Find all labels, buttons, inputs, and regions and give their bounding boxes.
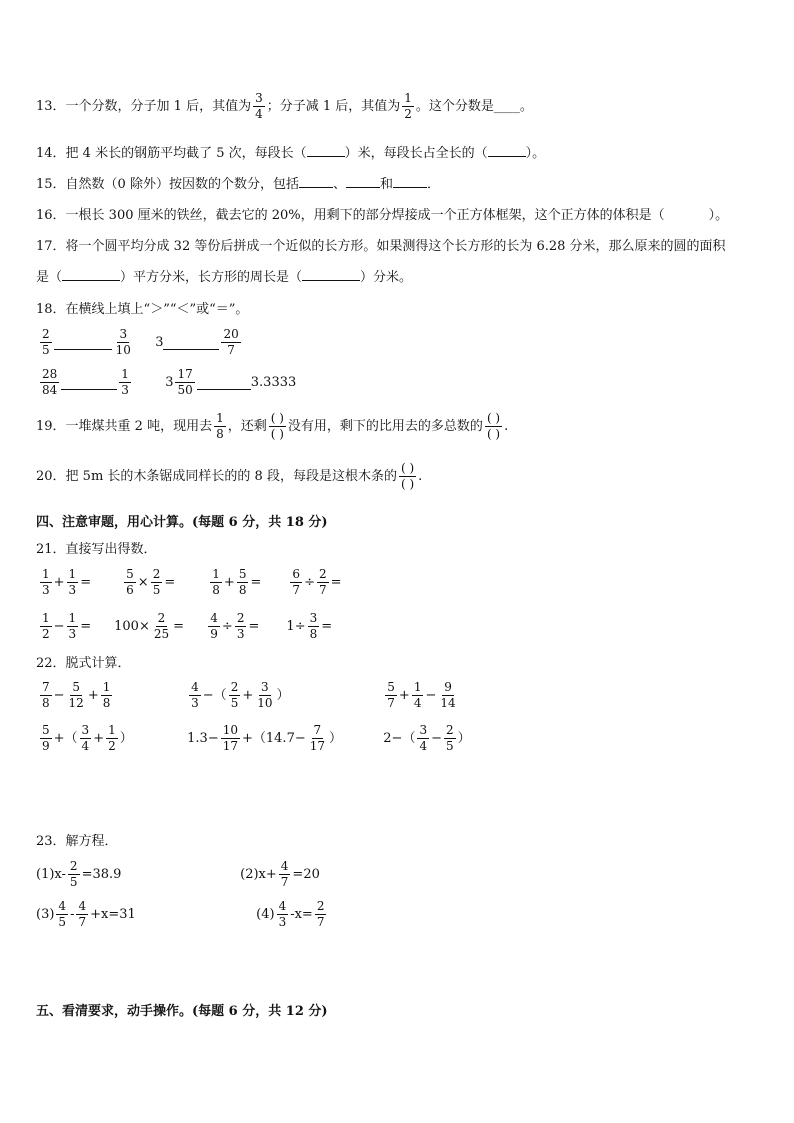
answer-fraction-blank[interactable]: $\frac{( )}{( )}$ — [270, 411, 284, 442]
mixed-number: 3 $\frac{17}{50}$ — [165, 367, 193, 398]
fraction: $\frac{3}{4}$ — [255, 91, 263, 122]
q22-row2: $\frac{5}{9}$ +（ $\frac{3}{4}$ + $\frac{1}{2}$ ） 1.3− $\frac{10}{17}$ +（14.7− $\frac{7}{17}$ ） 2−（ $\frac{3}{4}$ − $\frac{2}{5}$ ） — [42, 723, 471, 754]
compare-blank[interactable] — [54, 349, 112, 350]
q22-title: 22．脱式计算． — [36, 656, 131, 671]
compare-blank[interactable] — [163, 349, 219, 350]
answer-blank[interactable] — [299, 187, 333, 188]
q17-line1: 17．将一个圆平均分成 32 等份后拼成一个近似的长方形。如果测得这个长方形的长为 6.28 分米，那么原来的圆的面积 — [36, 239, 726, 254]
q23-row2: (3) $\frac{4}{5}$ - $\frac{4}{7}$ +x=31 (4) $\frac{4}{3}$ -x= $\frac{2}{7}$ — [36, 899, 325, 930]
section-4-heading: 四、注意审题，用心计算。(每题 6 分，共 18 分) — [36, 515, 328, 530]
q18-row1: $\frac{2}{5}$ $\frac{3}{10}$ 3 $\frac{20}{7}$ — [42, 327, 239, 358]
answer-blank[interactable] — [393, 187, 427, 188]
answer-blank[interactable] — [302, 280, 360, 281]
answer-blank[interactable] — [307, 156, 345, 157]
q21-row1: $\frac{1}{3}$ + $\frac{1}{3}$ = $\frac{5}{6}$ × $\frac{2}{5}$ = $\frac{1}{8}$ + $\frac{5}{8}$ = $\frac{6}{7}$ ÷ $\frac{2}{7}$ = — [42, 567, 342, 598]
answer-blank[interactable] — [488, 156, 526, 157]
compare-blank[interactable] — [197, 389, 251, 390]
q20: 20．把 5m 长的木条锯成同样长的的 8 段，每段是这根木条的 $\frac{( )}{( )}$ . — [36, 461, 423, 492]
q22-row1: $\frac{7}{8}$ − $\frac{5}{12}$ + $\frac{1}{8}$ $\frac{4}{3}$ −（ $\frac{2}{5}$ + $\frac{3}{10}$ ） $\frac{5}{7}$ + $\frac{1}{4}$ − $\frac{9}{14}$ — [42, 680, 456, 711]
q23-title: 23．解方程． — [36, 834, 118, 849]
answer-blank[interactable] — [62, 280, 120, 281]
answer-fraction-blank[interactable]: $\frac{( )}{( )}$ — [486, 411, 501, 442]
q21-title: 21．直接写出得数． — [36, 542, 157, 557]
q13: 13．一个分数，分子加 1 后，其值为 $\frac{3}{4}$ ；分子减 1 后，其值为 $\frac{1}{2}$ 。这个分数是____。 — [36, 91, 533, 122]
q18-row2: $\frac{28}{84}$ $\frac{1}{3}$ 3 $\frac{17}{50}$ 3.3333 — [42, 367, 297, 398]
q17-line2: 是（ ）平方分米，长方形的周长是（ ）分米。 — [36, 270, 413, 285]
q23-row1: (1)x- $\frac{2}{5}$ =38.9 (2)x+ $\frac{4}{7}$ =20 — [36, 859, 320, 890]
compare-blank[interactable] — [61, 389, 117, 390]
q18-title: 18．在横线上填上“＞”“＜”或“＝”。 — [36, 302, 249, 317]
q19: 19．一堆煤共重 2 吨，现用去 $\frac{1}{8}$ ，还剩 $\frac{( )}{( )}$ 没有用，剩下的比用去的多总数的 $\frac{( )}{( )}$ . — [36, 411, 509, 442]
q15: 15．自然数（0 除外）按因数的个数分，包括 、 和 ． — [36, 177, 440, 192]
q21-row2: $\frac{1}{2}$ − $\frac{1}{3}$ = 100× $\frac{2}{25}$ = $\frac{4}{9}$ ÷ $\frac{2}{3}$ = 1÷ $\frac{3}{8}$ = — [42, 611, 333, 642]
q14: 14．把 4 米长的钢筋平均截了 5 次，每段长（ ）米，每段长占全长的（ ）。 — [36, 146, 546, 161]
section-5-heading: 五、看清要求，动手操作。(每题 6 分，共 12 分) — [36, 1004, 328, 1019]
fraction: $\frac{1}{2}$ — [404, 91, 412, 122]
q16: 16．一根长 300 厘米的铁丝，截去它的 20%，用剩下的部分焊接成一个正方体框架，这个正方体的体积是（ ）。 — [36, 208, 729, 223]
answer-blank[interactable] — [346, 187, 380, 188]
answer-fraction-blank[interactable]: $\frac{( )}{( )}$ — [400, 461, 415, 492]
